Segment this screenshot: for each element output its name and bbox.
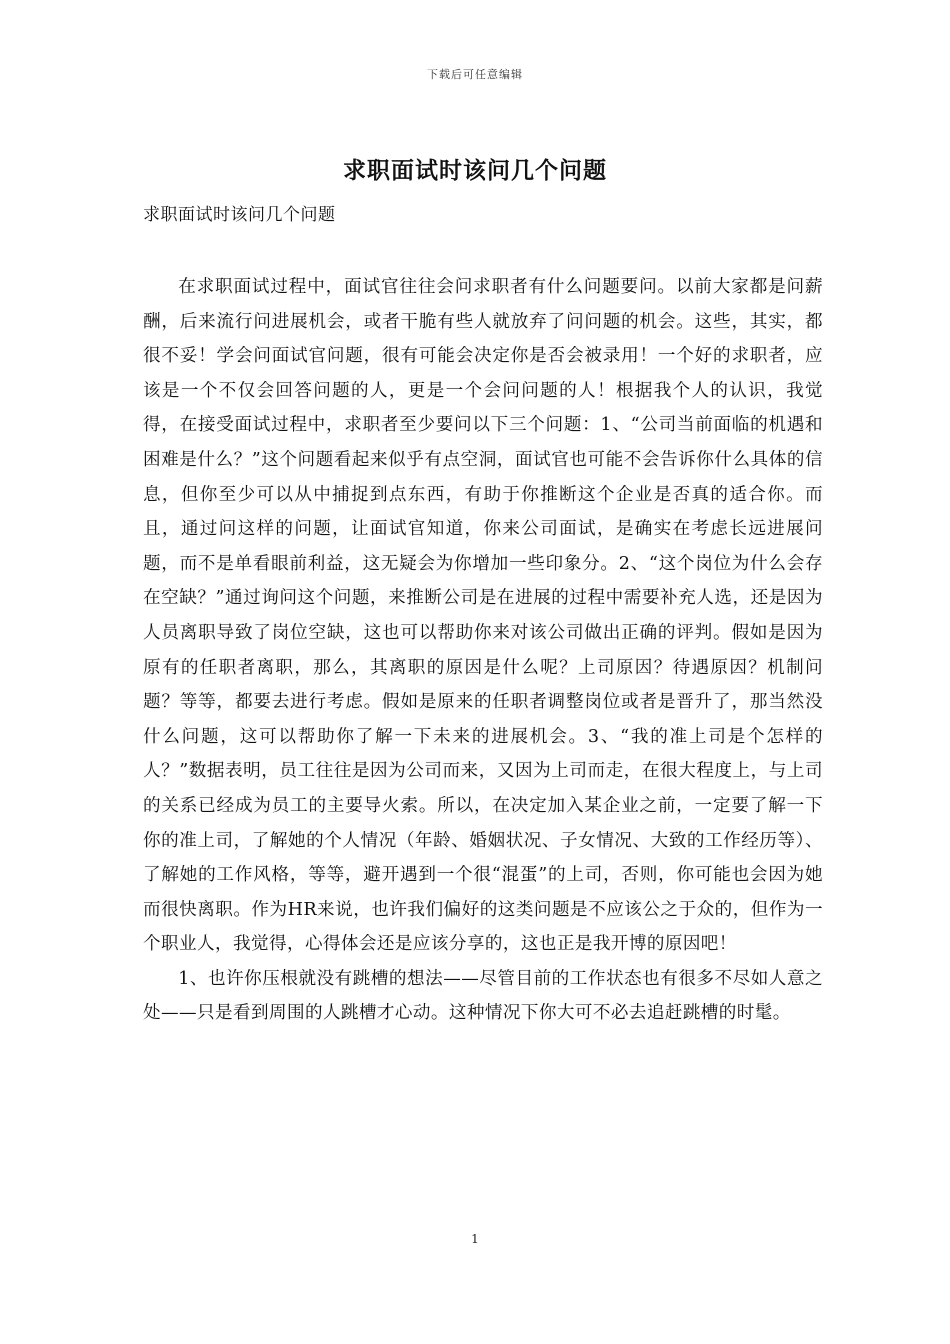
header-note: 下载后可任意编辑 <box>427 68 523 81</box>
document-subtitle: 求职面试时该问几个问题 <box>143 205 336 225</box>
document-body <box>143 270 823 1031</box>
body-paragraph: 1、也许你压根就没有跳槽的想法——尽管目前的工作状态也有很多不尽如人意之处——只是看到周围的人跳槽才心动。这种情况下你大可不必去追赶跳槽的时髦。 <box>143 968 823 1024</box>
body-paragraph: 在求职面试过程中，面试官往往会问求职者有什么问题要问。以前大家都是问薪酬，后来流行问进展机会，或者干脆有些人就放弃了问问题的机会。这些，其实，都很不妥！学会问面试官问题，很有可能会决定你是否会被录用！一个好的求职者，应该是一个不仅会回答问题的人，更是一个会问问题的人！根据我个人的认识，我觉得，在接受面试过程中，求职者至少要问以下三个问题：1、“公司当前面临的机遇和困难是什么？”这个问题看起来似乎有点空洞，面试官也可能不会告诉你什么具体的信息，但你至少可以从中捕捉到点东西，有助于你推断这个企业是否真的适合你。而且，通过问这样的问题，让面试官知道，你来公司面试，是确实在考虑长远进展问题，而不是单看眼前利益，这无疑会为你增加一些印象分。2、“这个岗位为什么会存在空缺？”通过询问这个问题，来推断公司是在进展的过程中需要补充人选，还是因为人员离职导致了岗位空缺，这也可以帮助你来对该公司做出正确的评判。假如是因为原有的任职者离职，那么，其离职的原因是什么呢？上司原因？待遇原因？机制问题？等等，都要去进行考虑。假如是原来的任职者调整岗位或者是晋升了，那当然没什么问题，这可以帮助你了解一下未来的进展机会。3、“我的准上司是个怎样的人？”数据表明，员工往往是因为公司而来，又因为上司而走，在很大程度上，与上司的关系已经成为员工的主要导火索。所以，在决定加入某企业之前，一定要了解一下你的准上司，了解她的个人情况（年龄、婚姻状况、子女情况、大致的工作经历等）、了解她的工作风格，等等，避开遇到一个很“混蛋”的上司，否则，你可能也会因为她而很快离职。作为HR来说，也许我们偏好的这类问题是不应该公之于众的，但作为一个职业人，我觉得，心得体会还是应该分享的，这也正是我开博的原因吧！ <box>143 277 823 955</box>
page-number: 1 <box>471 1232 479 1246</box>
document-title: 求职面试时该问几个问题 <box>343 157 607 184</box>
